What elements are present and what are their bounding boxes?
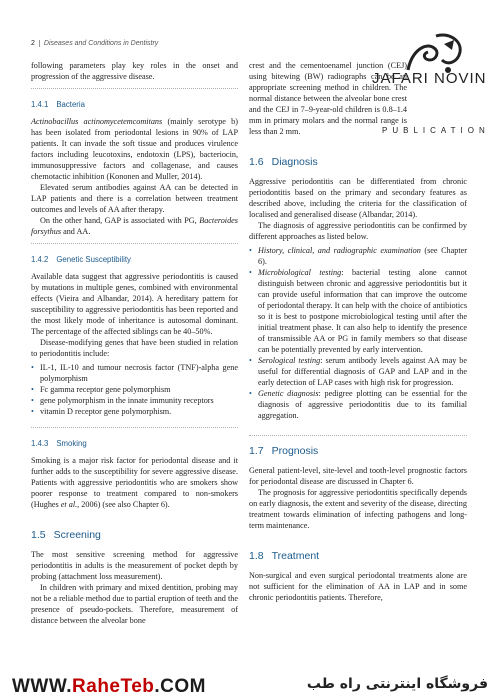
left-column — [31, 60, 238, 626]
spacer — [249, 531, 467, 541]
smoking-paragraph — [31, 455, 238, 510]
url-suffix: .COM — [154, 676, 206, 697]
diagnosis-paragraph-2: The diagnosis of aggressive periodontitis can be confirmed by different approaches as listed below. — [249, 221, 467, 241]
list-item-text: : serum antibody levels against AA may be useful for differential diagnosis of GAP and LAP and in the early detection of LAP cases with high risk for progression. — [258, 356, 467, 387]
screening-paragraph-2: In children with primary and mixed dentition, probing may not be a reliable method due to partial eruption of teeth and the presence of pseudo-pockets. Therefore, measurement of distance between the alveolar bone — [31, 583, 238, 625]
list-item-text: : pedigree plotting can be essential for the diagnosis of aggressive periodontitis due to its familial aggregation. — [258, 389, 467, 420]
bacteria-paragraph-1 — [31, 116, 238, 182]
screening-paragraph-1: The most sensitive screening method for aggressive periodontitis in adults is the measurement of pocket depth by probing (attachment loss measurement). — [31, 550, 238, 581]
paragraph-text: and AA. — [61, 227, 91, 236]
prognosis-paragraph-1: General patient-level, site-level and tooth-level prognostic factors for periodontal disease are discussed in Chapter 6. — [249, 466, 467, 486]
heading-number: 1.6 — [249, 156, 264, 168]
heading-text: Screening — [53, 529, 101, 541]
species-name: Actinobacillus actinomycetemcomitans — [31, 117, 163, 126]
heading-number: 1.4.1 — [31, 100, 49, 109]
section-divider — [31, 243, 238, 244]
diagnosis-paragraph-1: Aggressive periodontitis can be differentiated from chronic periodontitis based on the primary and secondary features as described above, including the criteria for the classification of localised and generalised disease (Albandar, 2014). — [249, 177, 467, 219]
genetic-paragraph-1: Available data suggest that aggressive periodontitis is caused by mutations in multiple genes, combined with environmental effects (Vieira and Albandar, 2014). A hereditary pattern for susceptibility to aggressive periodontitis has been reported and the most likely mode of inheritance is autosomal dominant. The percentage of the affected siblings can be 40–50%. — [31, 272, 238, 336]
paragraph-text: (mainly serotype b) has been isolated from periodontal lesions in 90% of LAP patients. It can invade the soft tissue and produces virulence factors including leucotoxins, endotoxin (LPS), bacteriocin, immunosuppressive factors and collagenase, and causes chemotactic inhibition (Kononen and Muller, 2014). — [31, 117, 238, 181]
heading-diagnosis — [249, 157, 467, 168]
diagnosis-list — [249, 245, 467, 421]
list-item-text: (see Chapter 6). — [258, 246, 467, 266]
list-item — [249, 267, 467, 355]
list-item-text: : bacterial testing alone cannot distinguish between chronic and aggressive periodontitis but it can provide useful information that can improve the outcome of periodontal therapy. It can help with the choice of antibiotics so it is best to postpone microbiological testing until after the initial treatment phase. It can also help to identify the presence of transmissible AA or PG in family members so that disease can be potentially prevented by early intervention. — [258, 268, 468, 354]
list-item: • IL-1, IL-10 and tumour necrosis factor (TNF)-alpha gene polymorphism — [31, 362, 238, 384]
prognosis-paragraph-2: The prognosis for aggressive periodontitis specifically depends on early diagnosis, the extent and severity of the disease, directing treatment towards elimination of infecting pathogens and long-term maintenance. — [249, 488, 467, 530]
section-divider — [31, 88, 238, 89]
publisher-tagline: PUBLICATION — [382, 126, 490, 135]
screening-continued: crest and the cementoenamel junction (CEJ) using bitewing (BW) radiographs can be an appropriate screening method in children. The normal distance between the alveolar bone crest and the CEJ in 7–9-year-old children is 0.8–1.4 mm in primary molars and the normal range is less than 2 mm. — [249, 61, 407, 136]
heading-number: 1.5 — [31, 529, 46, 541]
list-item-lead: Serological testing — [258, 356, 321, 365]
url-brand: RaheTeb — [72, 676, 155, 697]
heading-text: Smoking — [56, 439, 87, 448]
species-name: Bacteroides forsythus — [31, 216, 238, 236]
heading-number: 1.4.3 — [31, 439, 49, 448]
heading-bacteria — [31, 99, 238, 110]
watermark-persian-text: فروشگاه اینترنتی راه طب — [306, 676, 488, 692]
right-column — [249, 60, 467, 603]
list-item-lead: Genetic diagnosis — [258, 389, 319, 398]
spacer — [249, 137, 467, 147]
list-item: • gene polymorphism in the innate immunity receptors — [31, 395, 238, 406]
heading-text: Bacteria — [56, 100, 85, 109]
list-item-lead: History, clinical, and radiographic examination — [258, 246, 421, 255]
page-number: 2 — [31, 40, 40, 47]
paragraph-text: Smoking is a major risk factor for periodontal disease and it further adds to the susceptibility for severe aggressive disease. Patients with aggressive periodontitis who are smokers show poorer response to treatment compared to non-smokers (Hughes — [31, 456, 238, 509]
list-item-lead: Microbiological testing — [258, 268, 342, 277]
heading-smoking — [31, 438, 238, 449]
list-item: • Fc gamma receptor gene polymorphism — [31, 384, 238, 395]
treatment-paragraph-1: Non-surgical and even surgical periodontal treatments alone are not sufficient for the elimination of AA in LAP and in some chronic periodontitis patients. Therefore, — [249, 571, 467, 602]
heading-number: 1.7 — [249, 445, 264, 457]
gene-list — [31, 362, 238, 417]
heading-number: 1.4.2 — [31, 255, 49, 264]
heading-text: Prognosis — [271, 445, 319, 457]
url-prefix: WWW. — [12, 676, 73, 697]
heading-text: Genetic Susceptibility — [56, 255, 131, 264]
bacteria-paragraph-2: Elevated serum antibodies against AA can be detected in LAP patients and there is a correlation between treatment outcomes and levels of AA after therapy. — [31, 183, 238, 214]
running-title: Diseases and Conditions in Dentistry — [43, 40, 159, 47]
genetic-paragraph-2: Disease-modifying genes that have been studied in relation to periodontitis include: — [31, 338, 238, 358]
running-header — [31, 40, 231, 52]
list-item — [249, 388, 467, 421]
list-item — [249, 245, 467, 267]
heading-text: Diagnosis — [271, 156, 318, 168]
list-item — [249, 355, 467, 388]
heading-text: Treatment — [271, 550, 320, 562]
bacteria-paragraph-3 — [31, 215, 238, 237]
watermark-banner — [0, 672, 500, 700]
citation-etal: et al. — [60, 500, 78, 509]
publisher-name: JAFARI NOVIN — [372, 70, 487, 87]
paragraph-text: On the other hand, GAP is associated with PG, — [40, 216, 200, 225]
spacer — [31, 510, 238, 520]
heading-prognosis — [249, 446, 467, 457]
paragraph-text: , 2006) (see also Chapter 6). — [77, 500, 170, 509]
intro-paragraph: following parameters play key roles in the onset and progression of the aggressive disease. — [31, 61, 238, 81]
section-divider — [249, 435, 467, 436]
watermark-url — [12, 676, 206, 698]
heading-number: 1.8 — [249, 550, 264, 562]
list-item: • vitamin D receptor gene polymorphism. — [31, 406, 238, 417]
heading-treatment — [249, 551, 467, 562]
heading-genetic — [31, 254, 238, 265]
heading-screening — [31, 530, 238, 541]
section-divider — [31, 427, 238, 428]
